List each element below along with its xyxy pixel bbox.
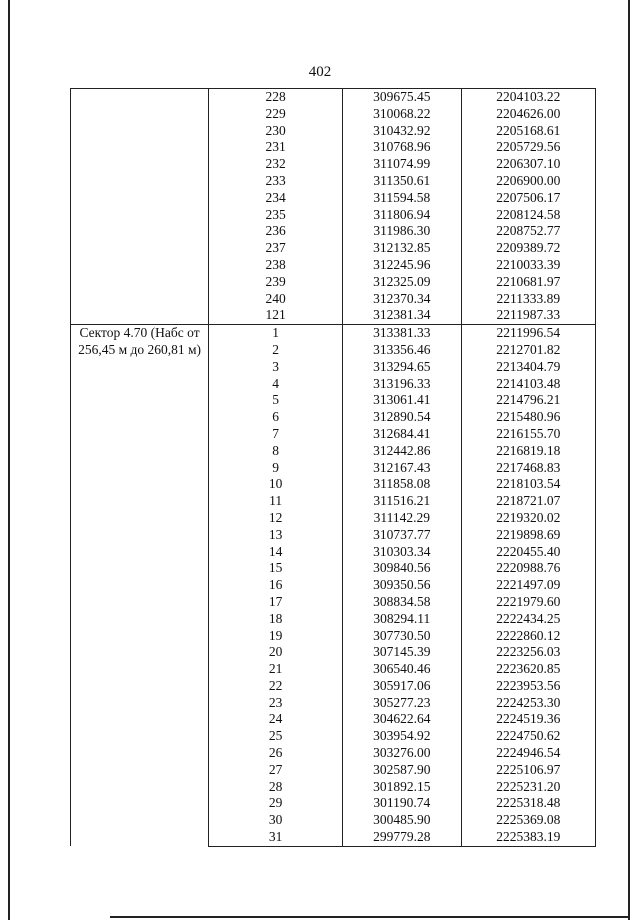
page-edge-bottom bbox=[110, 916, 630, 918]
coord-x: 302587.90 bbox=[343, 762, 461, 779]
coord-x: 312370.34 bbox=[343, 291, 461, 308]
coord-y: 2211996.54 bbox=[461, 325, 595, 342]
point-number: 5 bbox=[209, 392, 343, 409]
coord-x: 311594.58 bbox=[343, 190, 461, 207]
coord-x: 310068.22 bbox=[343, 106, 461, 123]
point-number: 234 bbox=[209, 190, 343, 207]
point-number: 18 bbox=[209, 611, 343, 628]
point-number: 240 bbox=[209, 291, 343, 308]
coord-x: 299779.28 bbox=[343, 829, 461, 846]
point-number: 228 bbox=[209, 89, 343, 106]
coord-y: 2224253.30 bbox=[461, 695, 595, 712]
coord-y: 2209389.72 bbox=[461, 240, 595, 257]
point-number: 23 bbox=[209, 695, 343, 712]
coord-y: 2211987.33 bbox=[461, 307, 595, 324]
coord-x: 309350.56 bbox=[343, 577, 461, 594]
coord-x: 312325.09 bbox=[343, 274, 461, 291]
point-number: 17 bbox=[209, 594, 343, 611]
coord-x: 309840.56 bbox=[343, 560, 461, 577]
coord-x: 311074.99 bbox=[343, 156, 461, 173]
coord-y: 2223620.85 bbox=[461, 661, 595, 678]
coord-x: 306540.46 bbox=[343, 661, 461, 678]
coord-x: 312442.86 bbox=[343, 443, 461, 460]
coord-y: 2208752.77 bbox=[461, 223, 595, 240]
coord-x: 312167.43 bbox=[343, 460, 461, 477]
point-number: 6 bbox=[209, 409, 343, 426]
coord-y: 2213404.79 bbox=[461, 359, 595, 376]
point-number: 237 bbox=[209, 240, 343, 257]
point-number: 14 bbox=[209, 544, 343, 561]
coord-x: 310303.34 bbox=[343, 544, 461, 561]
point-number: 12 bbox=[209, 510, 343, 527]
coord-x: 307145.39 bbox=[343, 644, 461, 661]
coord-y: 2220455.40 bbox=[461, 544, 595, 561]
coord-y: 2214103.48 bbox=[461, 376, 595, 393]
coord-y: 2216819.18 bbox=[461, 443, 595, 460]
point-number: 19 bbox=[209, 628, 343, 645]
coord-y: 2222434.25 bbox=[461, 611, 595, 628]
coord-x: 311142.29 bbox=[343, 510, 461, 527]
coord-y: 2204626.00 bbox=[461, 106, 595, 123]
coord-y: 2222860.12 bbox=[461, 628, 595, 645]
coord-y: 2225383.19 bbox=[461, 829, 595, 846]
coord-y: 2210681.97 bbox=[461, 274, 595, 291]
coord-y: 2208124.58 bbox=[461, 207, 595, 224]
point-number: 236 bbox=[209, 223, 343, 240]
point-number: 25 bbox=[209, 728, 343, 745]
coord-x: 312132.85 bbox=[343, 240, 461, 257]
coord-y: 2218721.07 bbox=[461, 493, 595, 510]
coord-y: 2225231.20 bbox=[461, 779, 595, 796]
point-number: 24 bbox=[209, 711, 343, 728]
coord-x: 310737.77 bbox=[343, 527, 461, 544]
coord-x: 301190.74 bbox=[343, 795, 461, 812]
page-edge-left bbox=[8, 0, 10, 920]
point-number: 31 bbox=[209, 829, 343, 846]
coord-y: 2224519.36 bbox=[461, 711, 595, 728]
coord-x: 305917.06 bbox=[343, 678, 461, 695]
sector-label: Сектор 4.70 (Набс от 256,45 м до 260,81 м) bbox=[71, 325, 209, 847]
coord-y: 2207506.17 bbox=[461, 190, 595, 207]
coord-y: 2219320.02 bbox=[461, 510, 595, 527]
coord-x: 308294.11 bbox=[343, 611, 461, 628]
coord-x: 303276.00 bbox=[343, 745, 461, 762]
coord-x: 311806.94 bbox=[343, 207, 461, 224]
coord-x: 307730.50 bbox=[343, 628, 461, 645]
point-number: 26 bbox=[209, 745, 343, 762]
point-number: 4 bbox=[209, 376, 343, 393]
coord-y: 2225369.08 bbox=[461, 812, 595, 829]
point-number: 11 bbox=[209, 493, 343, 510]
point-number: 7 bbox=[209, 426, 343, 443]
coord-y: 2221979.60 bbox=[461, 594, 595, 611]
coord-x: 301892.15 bbox=[343, 779, 461, 796]
point-number: 9 bbox=[209, 460, 343, 477]
point-number: 16 bbox=[209, 577, 343, 594]
point-number: 28 bbox=[209, 779, 343, 796]
coord-y: 2224946.54 bbox=[461, 745, 595, 762]
point-number: 233 bbox=[209, 173, 343, 190]
coord-y: 2224750.62 bbox=[461, 728, 595, 745]
point-number: 27 bbox=[209, 762, 343, 779]
point-number: 231 bbox=[209, 139, 343, 156]
coord-x: 311858.08 bbox=[343, 476, 461, 493]
coord-x: 311350.61 bbox=[343, 173, 461, 190]
coord-y: 2205729.56 bbox=[461, 139, 595, 156]
coord-y: 2204103.22 bbox=[461, 89, 595, 106]
coord-x: 309675.45 bbox=[343, 89, 461, 106]
coord-y: 2206307.10 bbox=[461, 156, 595, 173]
coord-y: 2212701.82 bbox=[461, 342, 595, 359]
coord-y: 2217468.83 bbox=[461, 460, 595, 477]
coord-x: 305277.23 bbox=[343, 695, 461, 712]
point-number: 29 bbox=[209, 795, 343, 812]
coord-y: 2216155.70 bbox=[461, 426, 595, 443]
coord-y: 2205168.61 bbox=[461, 123, 595, 140]
coord-y: 2225106.97 bbox=[461, 762, 595, 779]
point-number: 230 bbox=[209, 123, 343, 140]
coord-y: 2218103.54 bbox=[461, 476, 595, 493]
coord-x: 303954.92 bbox=[343, 728, 461, 745]
coord-y: 2211333.89 bbox=[461, 291, 595, 308]
point-number: 10 bbox=[209, 476, 343, 493]
coord-y: 2225318.48 bbox=[461, 795, 595, 812]
coord-y: 2220988.76 bbox=[461, 560, 595, 577]
coord-x: 308834.58 bbox=[343, 594, 461, 611]
point-number: 20 bbox=[209, 644, 343, 661]
coord-x: 313196.33 bbox=[343, 376, 461, 393]
point-number: 21 bbox=[209, 661, 343, 678]
coord-y: 2221497.09 bbox=[461, 577, 595, 594]
coord-x: 310768.96 bbox=[343, 139, 461, 156]
coord-y: 2214796.21 bbox=[461, 392, 595, 409]
page-edge-right bbox=[628, 0, 630, 920]
coord-y: 2223953.56 bbox=[461, 678, 595, 695]
point-number: 15 bbox=[209, 560, 343, 577]
point-number: 30 bbox=[209, 812, 343, 829]
coordinates-table-body bbox=[71, 89, 596, 847]
point-number: 8 bbox=[209, 443, 343, 460]
point-number: 235 bbox=[209, 207, 343, 224]
coord-x: 313381.33 bbox=[343, 325, 461, 342]
coord-x: 312684.41 bbox=[343, 426, 461, 443]
point-number: 1 bbox=[209, 325, 343, 342]
coord-x: 313294.65 bbox=[343, 359, 461, 376]
coord-x: 311516.21 bbox=[343, 493, 461, 510]
coordinates-table bbox=[70, 88, 596, 847]
coord-x: 311986.30 bbox=[343, 223, 461, 240]
coord-y: 2215480.96 bbox=[461, 409, 595, 426]
point-number: 229 bbox=[209, 106, 343, 123]
point-number: 232 bbox=[209, 156, 343, 173]
table-row bbox=[71, 325, 596, 342]
point-number: 238 bbox=[209, 257, 343, 274]
coord-y: 2223256.03 bbox=[461, 644, 595, 661]
sector-label bbox=[71, 89, 209, 325]
coord-y: 2206900.00 bbox=[461, 173, 595, 190]
coord-x: 300485.90 bbox=[343, 812, 461, 829]
coord-x: 313061.41 bbox=[343, 392, 461, 409]
point-number: 22 bbox=[209, 678, 343, 695]
coord-x: 304622.64 bbox=[343, 711, 461, 728]
coord-x: 312381.34 bbox=[343, 307, 461, 324]
coord-y: 2210033.39 bbox=[461, 257, 595, 274]
coord-x: 313356.46 bbox=[343, 342, 461, 359]
point-number: 121 bbox=[209, 307, 343, 324]
point-number: 13 bbox=[209, 527, 343, 544]
page-number: 402 bbox=[308, 64, 332, 80]
coord-y: 2219898.69 bbox=[461, 527, 595, 544]
coord-x: 310432.92 bbox=[343, 123, 461, 140]
point-number: 239 bbox=[209, 274, 343, 291]
coord-x: 312245.96 bbox=[343, 257, 461, 274]
table-row bbox=[71, 89, 596, 106]
coord-x: 312890.54 bbox=[343, 409, 461, 426]
point-number: 3 bbox=[209, 359, 343, 376]
point-number: 2 bbox=[209, 342, 343, 359]
